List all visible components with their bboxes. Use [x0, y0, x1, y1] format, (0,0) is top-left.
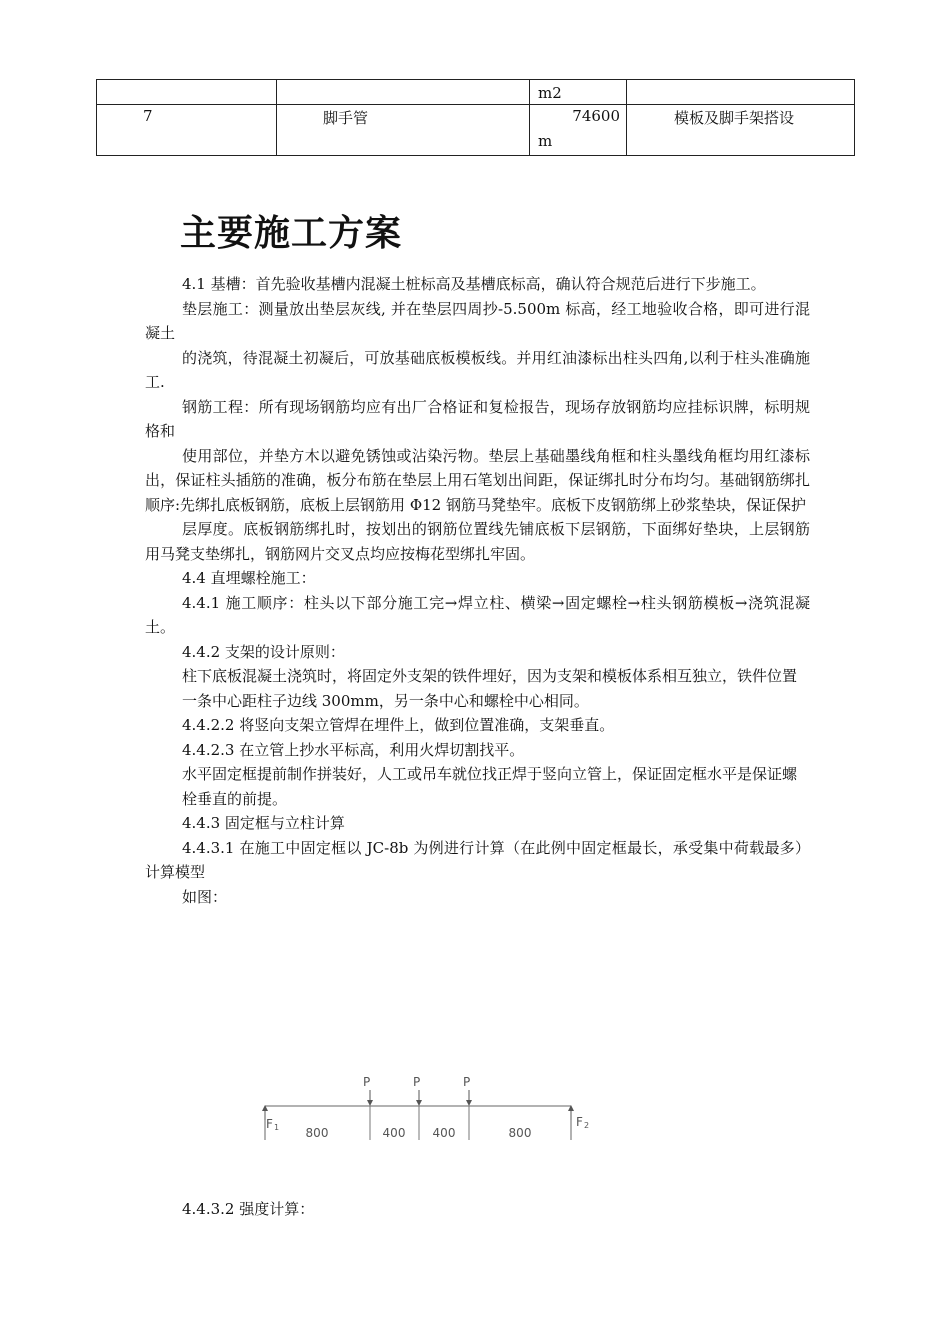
- table-cell: [627, 80, 855, 105]
- paragraph: 如图：: [182, 887, 228, 906]
- table-cell: [627, 105, 855, 156]
- load-label: P: [463, 1075, 471, 1089]
- paragraph: 使用部位，并垫方木以避免锈蚀或沾染污物。垫层上基础墨线角框和柱头墨线角框均用红漆标出，保证柱头插筋的准确，板分布筋在垫层上用石笔划出间距，保证绑扎时分布均匀。基础钢筋绑扎顺序:先绑扎底板钢筋，底板上层钢筋用 Φ12 钢筋马凳垫牢。底板下皮钢筋绑上砂浆垫块，保证保护: [145, 446, 810, 514]
- span-label: 800: [305, 1126, 329, 1140]
- paragraph: 水平固定框提前制作拼装好，人工或吊车就位找正焊于竖向立管上，保证固定框水平是保证螺: [182, 765, 798, 783]
- load-arrowhead: [416, 1100, 422, 1106]
- item-use: 模板及脚手架搭设: [674, 109, 795, 127]
- body-text: [145, 272, 810, 909]
- paragraph: 4.4.3 固定框与立柱计算: [182, 814, 345, 832]
- paragraph: 垫层施工：测量放出垫层灰线, 并在垫层四周抄-5.500m 标高，经工地验收合格，即可进行混凝土: [145, 299, 810, 342]
- item-name: 脚手管: [323, 109, 369, 127]
- span-label: 400: [432, 1126, 456, 1140]
- span-label: 400: [382, 1126, 406, 1140]
- paragraph: 钢筋工程：所有现场钢筋均应有出厂合格证和复检报告，现场存放钢筋均应挂标识牌，标明规格和: [145, 397, 810, 440]
- paragraph: 4.4.1 施工顺序：柱头以下部分施工完→焊立柱、横梁→固定螺栓→柱头钢筋模板→浇筑混凝土。: [145, 593, 810, 636]
- paragraph: 栓垂直的前提。: [182, 789, 288, 808]
- subsection-heading: 4.4.3.2 强度计算：: [182, 1200, 315, 1218]
- left-reaction-label: F: [266, 1117, 273, 1131]
- span-label: 800: [508, 1126, 532, 1140]
- load-label: P: [413, 1075, 421, 1089]
- quantity: 74600: [572, 107, 620, 125]
- section-heading: 主要施工方案: [180, 213, 403, 254]
- paragraph: 4.4.2.3 在立管上抄水平标高，利用火焊切割找平。: [182, 740, 525, 759]
- quantity-unit: m: [538, 132, 553, 150]
- left-reaction-subscript: 1: [274, 1123, 280, 1132]
- table-cell: [277, 105, 530, 156]
- paragraph: 4.4.3.1 在施工中固定框以 JC-8b 为例进行计算（在此例中固定框最长，承受集中荷载最多）计算模型: [145, 838, 810, 881]
- paragraph: 一条中心距柱子边线 300mm，另一条中心和螺栓中心相同。: [182, 691, 589, 710]
- paragraph: 4.4 直埋螺栓施工：: [182, 569, 316, 587]
- table-cell: [97, 105, 277, 156]
- paragraph: 4.4.2 支架的设计原则：: [182, 642, 345, 661]
- paragraph: 柱下底板混凝土浇筑时，将固定外支架的铁件埋好，因为支架和模板体系相互独立，铁件位置: [182, 667, 798, 685]
- unit-text: m2: [538, 84, 562, 102]
- paragraph: 4.1 基槽：首先验收基槽内混凝土桩标高及基槽底标高，确认符合规范后进行下步施工。: [182, 275, 766, 293]
- load-label: P: [363, 1075, 371, 1089]
- table-cell: [530, 105, 627, 156]
- table-row: [97, 105, 855, 156]
- paragraph: 层厚度。底板钢筋绑扎时，按划出的钢筋位置线先铺底板下层钢筋，下面绑好垫块，上层钢筋用马凳支垫绑扎，钢筋网片交叉点均应按梅花型绑扎牢固。: [145, 520, 810, 563]
- table-cell: [530, 80, 627, 105]
- materials-table: [96, 79, 855, 156]
- table-row: [97, 80, 855, 105]
- load-arrowhead: [466, 1100, 472, 1106]
- row-number: 7: [143, 107, 153, 125]
- right-reaction-subscript: 2: [584, 1121, 590, 1130]
- load-arrowhead: [367, 1100, 373, 1106]
- right-reaction-label: F: [576, 1115, 583, 1129]
- paragraph: 的浇筑，待混凝土初凝后，可放基础底板模板线。并用红油漆标出柱头四角,以利于柱头准确施工.: [145, 348, 810, 391]
- table-cell: [97, 80, 277, 105]
- beam-load-diagram: [258, 1070, 603, 1150]
- paragraph: 4.4.2.2 将竖向支架立管焊在埋件上，做到位置准确，支架垂直。: [182, 716, 615, 734]
- table-cell: [277, 80, 530, 105]
